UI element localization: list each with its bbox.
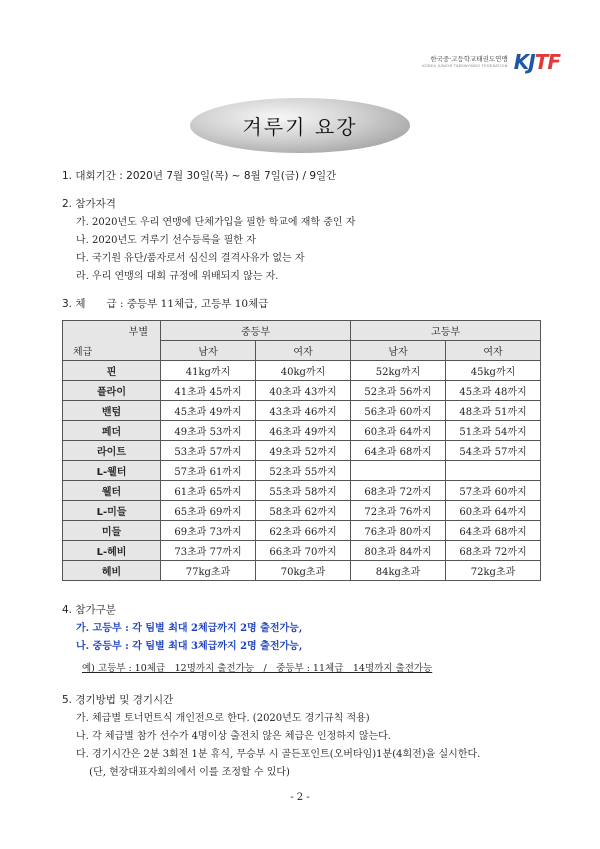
gender-header: 남자 [351,341,446,361]
table-row [63,501,541,521]
logo-org-name: 한국중·고등학교태권도연맹 [430,54,508,63]
table-body [63,361,541,581]
table-row [63,521,541,541]
table-row [63,401,541,421]
list-item: 가. 체급별 토너먼트식 개인전으로 한다. (2020년도 경기규칙 적용) [76,713,370,724]
table-header-row [63,321,541,341]
weight-limit-cell: 62초과 66까지 [256,521,351,541]
weight-limit-cell: 84kg초과 [351,561,446,581]
weight-limit-cell: 45초과 48까지 [446,381,541,401]
weight-class-name: 헤비 [63,561,161,581]
weight-limit-cell: 57초과 60까지 [446,481,541,501]
entry-example: 예) 고등부 : 10체급 12명까지 출전가능 / 중등부 : 11체급 14명까지 출전가능 [82,663,433,674]
kjtf-logo-mark [514,50,560,74]
weight-limit-cell: 76초과 80까지 [351,521,446,541]
weight-class-name: L-헤비 [63,541,161,561]
weight-limit-cell [446,461,541,481]
gender-header: 여자 [446,341,541,361]
weight-limit-cell: 56초과 60까지 [351,401,446,421]
gender-header: 남자 [161,341,256,361]
weight-limit-cell: 65초과 69까지 [161,501,256,521]
table-row [63,421,541,441]
match-method-list [62,710,480,782]
weight-limit-cell: 60초과 64까지 [351,421,446,441]
table-row [63,461,541,481]
list-item: 라. 우리 연맹의 대회 규정에 위배되지 않는 자. [76,271,279,282]
weight-limit-cell: 51초과 54까지 [446,421,541,441]
list-item: 나. 2020년도 겨루기 선수등록을 필한 자 [76,235,256,246]
weight-classes-desc: : 중등부 11체급, 고등부 10체급 [120,298,269,310]
section-period [62,168,336,183]
weight-limit-cell: 66초과 70까지 [256,541,351,561]
list-item: 나. 중등부 : 각 팀별 최대 3체급까지 2명 출전가능, [76,641,303,652]
table-corner-cell [63,321,161,361]
weight-limit-cell: 57초과 61까지 [161,461,256,481]
list-item: 나. 각 체급별 참가 선수가 4명이상 출전치 않은 체급은 인정하지 않는다. [76,731,391,742]
entry-title: 4. 참가구분 [62,604,116,616]
weight-limit-cell: 52kg까지 [351,361,446,381]
page-title: 겨루기 요강 [190,98,410,153]
weight-class-name: 페더 [63,421,161,441]
list-item: 다. 국기원 유단/품자로서 심신의 결격사유가 없는 자 [76,253,305,264]
table-row [63,441,541,461]
weight-class-name: 라이트 [63,441,161,461]
weight-limit-cell [351,461,446,481]
title-banner [190,98,410,153]
org-logo [422,50,560,74]
weight-limit-cell: 45kg까지 [446,361,541,381]
eligibility-list [62,214,355,286]
weight-class-name: 밴텀 [63,401,161,421]
table-row [63,541,541,561]
list-item: 가. 2020년도 우리 연맹에 단체가입을 필한 학교에 재학 중인 자 [76,217,356,228]
entry-list [62,620,432,656]
corner-division-label: 부별 [128,327,148,338]
list-item: 다. 경기시간은 2분 3회전 1분 휴식, 무승부 시 골든포인트(오버타임)1분(4회전)을 실시한다. [76,749,481,760]
weight-limit-cell: 73초과 77까지 [161,541,256,561]
logo-mark-main: KJ [513,50,535,74]
weight-limit-cell: 60초과 64까지 [446,501,541,521]
weight-limit-cell: 48초과 51까지 [446,401,541,421]
weight-limit-cell: 46초과 49까지 [256,421,351,441]
weight-limit-cell: 58초과 62까지 [256,501,351,521]
weight-limit-cell: 72초과 76까지 [351,501,446,521]
logo-mark-f: TF [534,50,560,74]
table-row [63,481,541,501]
weight-limit-cell: 43초과 46까지 [256,401,351,421]
weight-class-table [62,320,541,581]
list-item: (단, 현장대표자회의에서 이를 조정할 수 있다) [76,767,290,778]
corner-class-label: 체급 [73,347,93,358]
weight-limit-cell: 54초과 57까지 [446,441,541,461]
weight-limit-cell: 68초과 72까지 [446,541,541,561]
list-item: 가. 고등부 : 각 팀별 최대 2체급까지 2명 출전가능, [76,623,303,634]
weight-limit-cell: 52초과 55까지 [256,461,351,481]
weight-limit-cell: 52초과 56까지 [351,381,446,401]
weight-limit-cell: 41kg까지 [161,361,256,381]
eligibility-title: 2. 참가자격 [62,198,116,210]
section-weight-classes [62,296,268,311]
section-match-method [62,692,480,782]
page-number: - 2 - [290,792,310,803]
weight-limit-cell: 53초과 57까지 [161,441,256,461]
weight-class-name: 핀 [63,361,161,381]
group-header-middle: 중등부 [161,321,351,341]
weight-limit-cell: 41초과 45까지 [161,381,256,401]
weight-limit-cell: 64초과 68까지 [351,441,446,461]
weight-limit-cell: 45초과 49까지 [161,401,256,421]
section-eligibility [62,196,355,286]
weight-limit-cell: 69초과 73까지 [161,521,256,541]
weight-class-name: 미들 [63,521,161,541]
weight-limit-cell: 70kg초과 [256,561,351,581]
weight-class-name: L-미들 [63,501,161,521]
match-method-title: 5. 경기방법 및 경기시간 [62,694,174,706]
weight-limit-cell: 40kg까지 [256,361,351,381]
weight-limit-cell: 61초과 65까지 [161,481,256,501]
weight-limit-cell: 77kg초과 [161,561,256,581]
weight-class-name: 웰터 [63,481,161,501]
logo-org-name-en: KOREA JUNIOR TAEKWONDO FEDERATION [422,63,508,69]
weight-limit-cell: 68초과 72까지 [351,481,446,501]
gender-header: 여자 [256,341,351,361]
table-row [63,361,541,381]
group-header-high: 고등부 [351,321,541,341]
table-row [63,561,541,581]
section-entry [62,602,432,674]
weight-limit-cell: 64초과 68까지 [446,521,541,541]
table-row [63,381,541,401]
weight-limit-cell: 72kg초과 [446,561,541,581]
weight-limit-cell: 55초과 58까지 [256,481,351,501]
weight-classes-title: 3. 체 급 [62,298,117,310]
weight-limit-cell: 40초과 43까지 [256,381,351,401]
weight-limit-cell: 49초과 52까지 [256,441,351,461]
period-text: 1. 대회기간 : 2020년 7월 30일(목) ~ 8월 7일(금) / 9일간 [62,170,337,182]
weight-class-name: L-웰터 [63,461,161,481]
weight-limit-cell: 49초과 53까지 [161,421,256,441]
weight-limit-cell: 80초과 84까지 [351,541,446,561]
weight-class-name: 플라이 [63,381,161,401]
